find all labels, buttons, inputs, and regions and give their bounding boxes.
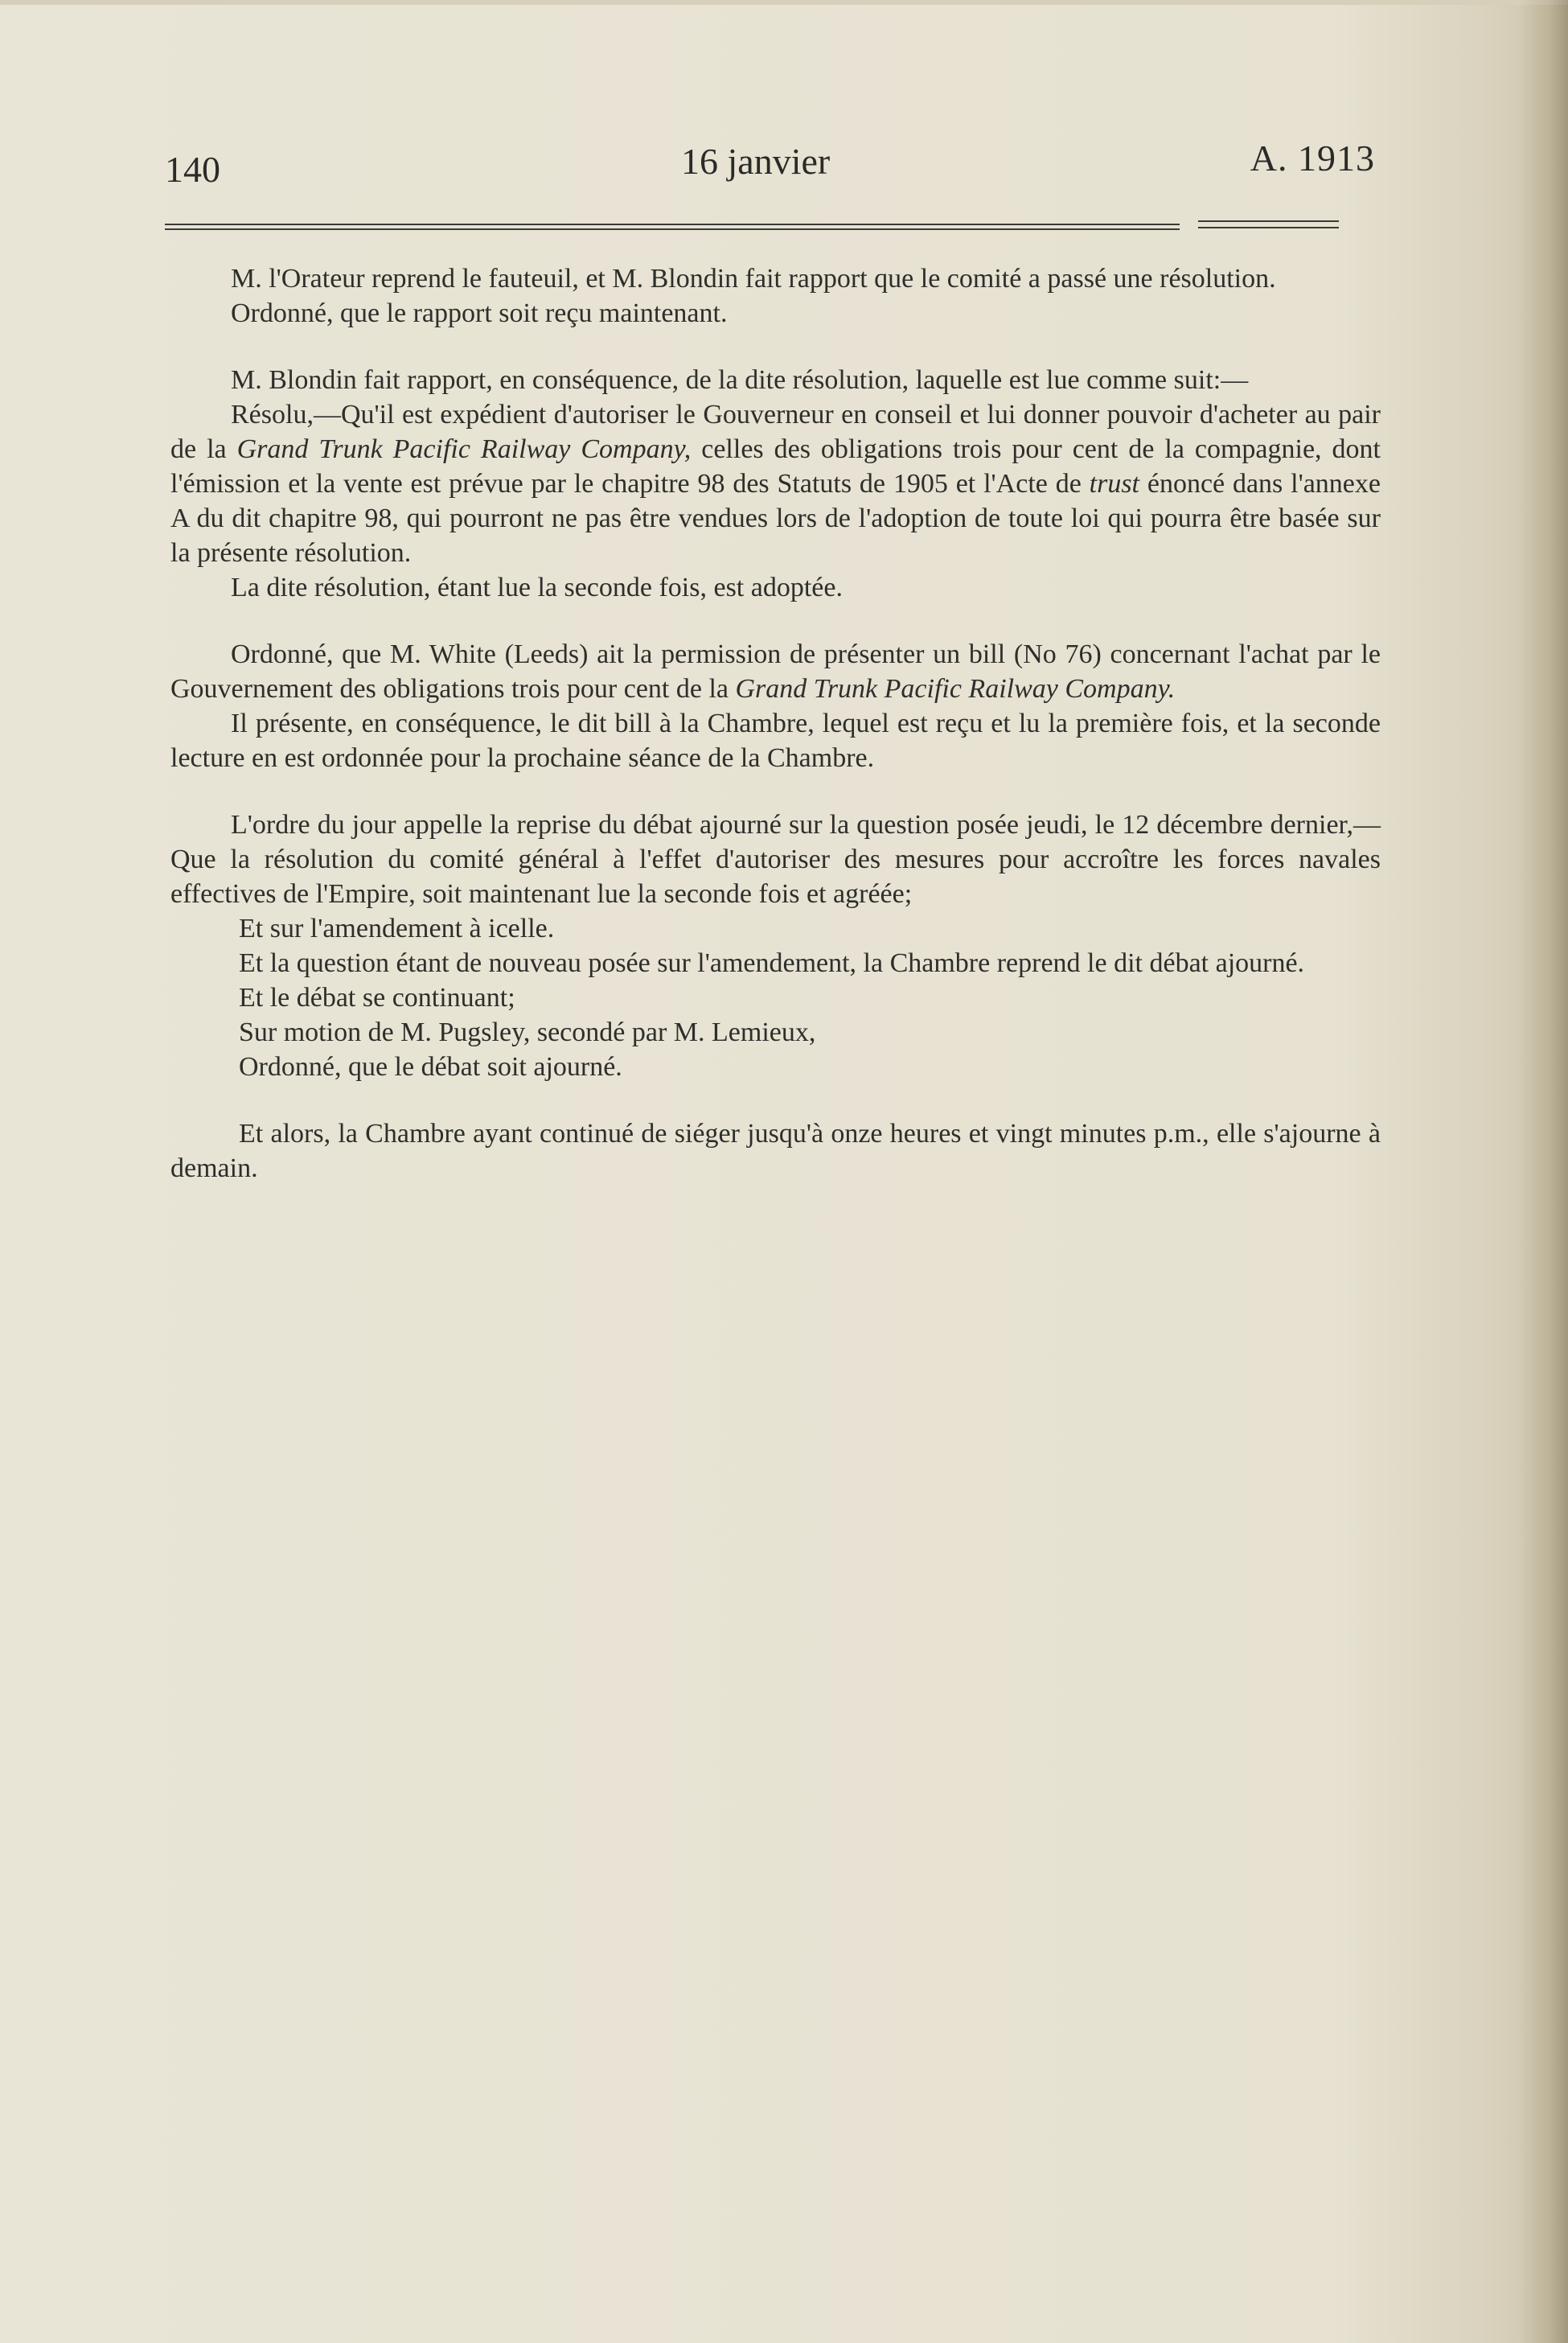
paragraph: La dite résolution, étant lue la seconde fois, est adoptée. <box>231 573 843 602</box>
paragraph: M. Blondin fait rapport, en conséquence, de la dite résolution, laquelle est lue comme suit:— <box>231 365 1249 395</box>
page-top-edge <box>0 0 1568 5</box>
paragraph: Ordonné, que le rapport soit reçu maintenant. <box>231 298 728 328</box>
company-name: Grand Trunk Pacific Railway Company, <box>236 434 692 464</box>
page-header <box>165 137 1375 193</box>
paragraph-resolution: Résolu,—Qu'il est expédient d'autoriser le Gouverneur en conseil et lui donner pouvoir d'acheter au pair de la Grand Trunk Pacific Railway Company, celles des obligations trois pour cent de la compagnie, dont l'émission et la vente est prévue par le chapitre 98 des Statuts de 1905 et l'Acte de trust énoncé dans l'annexe A du dit chapitre 98, qui pourront ne pas être vendues lors de l'adoption de toute loi qui pourra être basée sur la présente résolution. <box>170 400 1381 568</box>
paragraph: Et le débat se continuant; <box>239 983 515 1013</box>
page-number: 140 <box>165 149 220 190</box>
paragraph: L'ordre du jour appelle la reprise du débat ajourné sur la question posée jeudi, le 12 décembre dernier,—Que la résolution du comité général à l'effet d'autoriser des mesures pour accroître les forces navales effectives de l'Empire, soit maintenant lue la seconde fois et agréée; <box>170 810 1381 909</box>
header-rule <box>165 216 1339 233</box>
binding-shadow <box>1520 0 1568 2343</box>
trust-term: trust <box>1089 469 1139 499</box>
company-name: Grand Trunk Pacific Railway Company. <box>735 674 1176 704</box>
paragraph-closing: Et alors, la Chambre ayant continué de siéger jusqu'à onze heures et vingt minutes p.m., elle s'ajourne à demain. <box>170 1119 1381 1183</box>
paragraph: M. l'Orateur reprend le fauteuil, et M. Blondin fait rapport que le comité a passé une résolution. <box>231 264 1276 294</box>
document-body <box>170 261 1381 1186</box>
paragraph: Et sur l'amendement à icelle. <box>239 914 555 943</box>
paragraph: Et la question étant de nouveau posée sur l'amendement, la Chambre reprend le dit débat ajourné. <box>239 948 1305 978</box>
paragraph: Sur motion de M. Pugsley, secondé par M. Lemieux, <box>239 1017 816 1047</box>
paragraph-bill: Ordonné, que M. White (Leeds) ait la permission de présenter un bill (No 76) concernant l'achat par le Gouvernement des obligations trois pour cent de la Grand Trunk Pacific Railway Company. <box>170 639 1381 704</box>
session-year: A. 1913 <box>1250 138 1375 179</box>
paragraph: Il présente, en conséquence, le dit bill à la Chambre, lequel est reçu et lu la première fois, et la seconde lecture en est ordonnée pour la prochaine séance de la Chambre. <box>170 709 1381 773</box>
paragraph: Ordonné, que le débat soit ajourné. <box>239 1052 622 1082</box>
running-title: 16 janvier <box>681 141 831 182</box>
